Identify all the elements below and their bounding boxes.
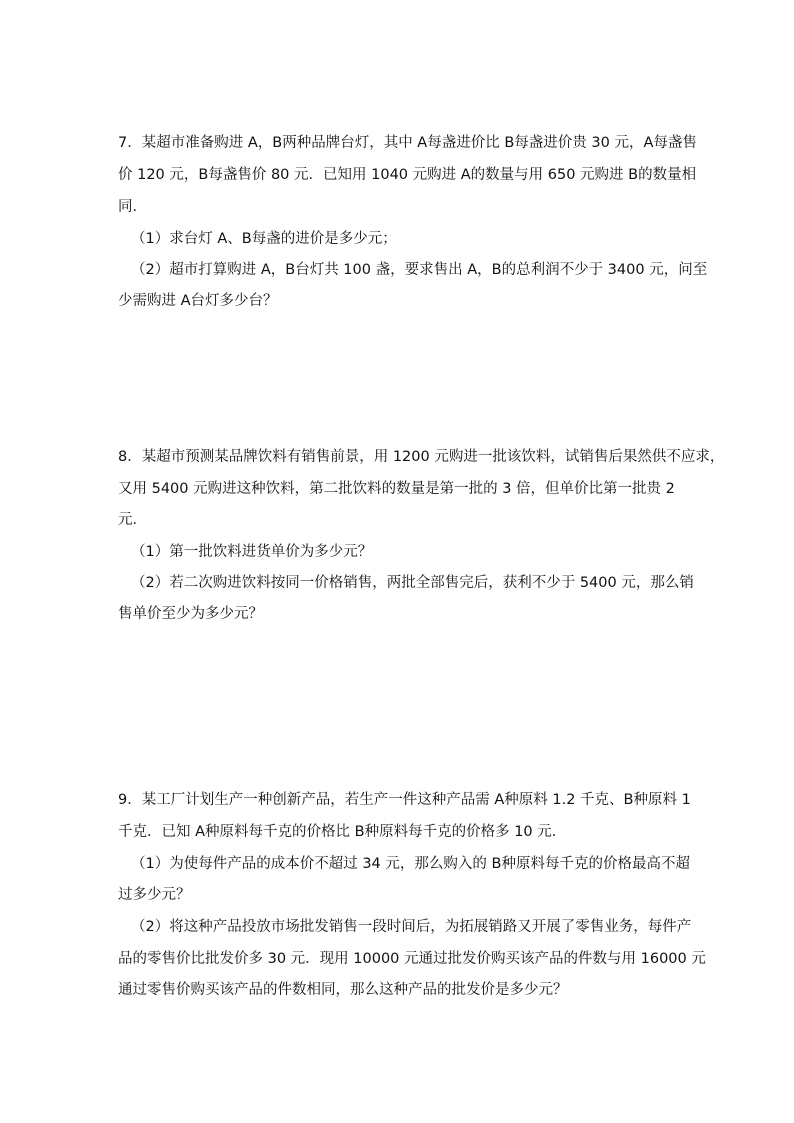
- problem-7-sub-3: 少需购进 A台灯多少台？: [118, 293, 278, 309]
- problem-9-sub-5: 通过零售价购买该产品的件数相同，那么这种产品的批发价是多少元？: [118, 982, 568, 998]
- problem-7-sub-1: （1）求台灯 A、B每盏的进价是多少元；: [131, 231, 397, 247]
- problem-8-line-2: 又用 5400 元购进这种饮料，第二批饮料的数量是第一批的 3 倍，但单价比第一批贵 2: [118, 481, 675, 497]
- problem-7-line-3: 同．: [118, 199, 147, 215]
- problem-8-sub-3: 售单价至少为多少元？: [118, 606, 263, 622]
- problem-9-sub-4: 品的零售价比批发价多 30 元．现用 10000 元通过批发价购买该产品的件数与用 16000 元: [118, 951, 706, 967]
- problem-9-sub-1: （1）为使每件产品的成本价不超过 34 元，那么购入的 B种原料每千克的价格最高不超: [131, 856, 690, 872]
- problem-8-line-3: 元．: [118, 512, 147, 528]
- problem-7-line-2: 价 120 元，B每盏售价 80 元．已知用 1040 元购进 A的数量与用 650 元购进 B的数量相: [118, 167, 697, 183]
- problem-8-sub-1: （1）第一批饮料进货单价为多少元？: [131, 544, 373, 560]
- problem-9-line-2: 千克．已知 A种原料每千克的价格比 B种原料每千克的价格多 10 元．: [118, 824, 567, 840]
- problem-8-line-1: 8．某超市预测某品牌饮料有销售前景，用 1200 元购进一批该饮料，试销售后果然供不应求，: [118, 449, 725, 465]
- problem-7-line-1: 7．某超市准备购进 A，B两种品牌台灯，其中 A每盏进价比 B每盏进价贵 30 元，A每盏售: [118, 135, 697, 151]
- problem-9-sub-3: （2）将这种产品投放市场批发销售一段时间后，为拓展销路又开展了零售业务，每件产: [131, 919, 692, 935]
- problem-9-sub-2: 过多少元？: [118, 887, 191, 903]
- problem-8-sub-2: （2）若二次购进饮料按同一价格销售，两批全部售完后，获利不少于 5400 元，那么销: [131, 575, 694, 591]
- problem-7-sub-2: （2）超市打算购进 A，B台灯共 100 盏，要求售出 A，B的总利润不少于 3400 元，问至: [131, 262, 708, 278]
- problem-9-line-1: 9．某工厂计划生产一种创新产品，若生产一件这种产品需 A种原料 1.2 千克、B种原料 1: [118, 792, 691, 808]
